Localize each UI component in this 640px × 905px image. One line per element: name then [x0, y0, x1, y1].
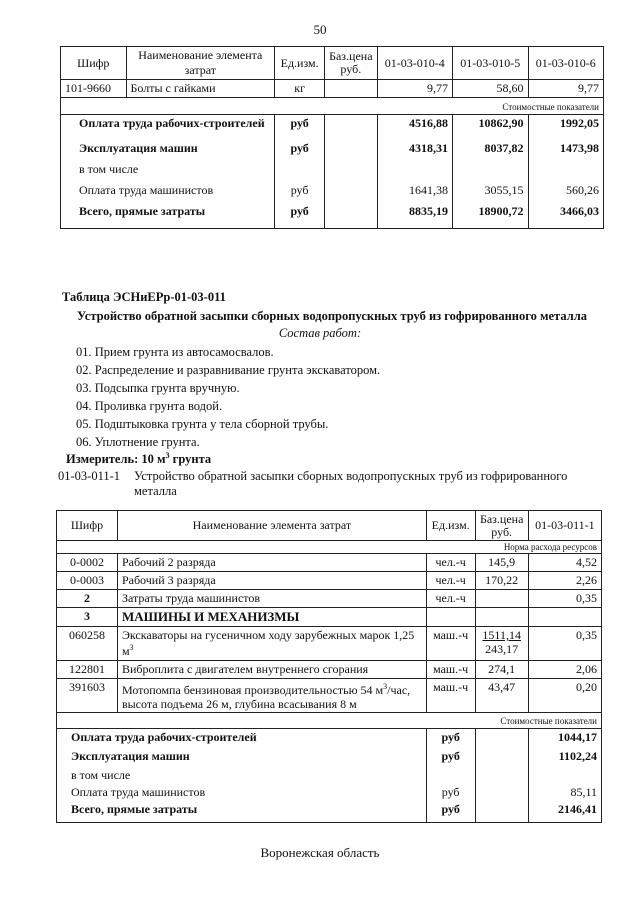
meter-sup: 3 — [165, 451, 170, 460]
total-unit: руб — [426, 784, 475, 801]
meter-text: Измеритель: 10 м — [66, 452, 166, 467]
header-col2: 01-03-010-5 — [452, 47, 528, 80]
section-heading: МАШИНЫ И МЕХАНИЗМЫ — [117, 608, 426, 627]
row-unit: маш.-ч — [426, 679, 475, 713]
cost-label: Стоимостные показатели — [57, 713, 602, 729]
total-v1: 4516,88 — [377, 115, 452, 140]
resource-table-1 — [60, 46, 604, 229]
total-v3: 1992,05 — [528, 115, 603, 140]
total-row — [57, 729, 602, 748]
header-price: Баз.цена руб. — [325, 47, 377, 80]
row-name — [117, 679, 426, 713]
row-price — [475, 627, 528, 661]
total-unit: руб — [426, 729, 475, 748]
table-row — [57, 608, 602, 627]
row-price-bottom: 243,17 — [485, 642, 519, 656]
total-name: Всего, прямые затраты — [57, 801, 427, 823]
total-name: Оплата труда рабочих-строителей — [61, 115, 275, 140]
work-steps — [76, 343, 380, 451]
total-row — [57, 748, 602, 767]
header-code: Шифр — [57, 511, 118, 541]
header-col3: 01-03-010-6 — [528, 47, 603, 80]
row-name-sup: 3 — [129, 643, 134, 652]
total-unit: руб — [275, 140, 325, 161]
total-v2: 8037,82 — [452, 140, 528, 161]
row-code: 3 — [57, 608, 118, 627]
item-desc-line: металла — [134, 484, 177, 498]
row-name-text: Мотопомпа бензиновая производительностью 54 м — [121, 683, 384, 697]
table-row — [61, 80, 604, 98]
row-code: 2 — [57, 590, 118, 608]
row-price: 170,22 — [475, 572, 528, 590]
row-price: 145,9 — [475, 554, 528, 572]
header-col1: 01-03-010-4 — [377, 47, 452, 80]
total-v1: 85,11 — [528, 784, 601, 801]
total-name: Оплата труда рабочих-строителей — [57, 729, 427, 748]
row-name-sup: 3 — [383, 682, 388, 691]
total-v1: 4318,31 — [377, 140, 452, 161]
work-step: 06. Уплотнение грунта. — [76, 435, 200, 449]
row-price — [325, 80, 377, 98]
row-name: Рабочий 2 разряда — [117, 554, 426, 572]
resource-table-2 — [56, 510, 602, 823]
row-v1: 0,20 — [528, 679, 601, 713]
total-name: в том числе — [61, 161, 275, 182]
row-name: Затраты труда машинистов — [117, 590, 426, 608]
total-row — [61, 140, 604, 161]
row-price: 43,47 — [475, 679, 528, 713]
work-step: 05. Подштыковка грунта у тела сборной трубы. — [76, 417, 329, 431]
row-name — [117, 627, 426, 661]
row-name: Виброплита с двигателем внутреннего сгорания — [117, 661, 426, 679]
total-v1: 1044,17 — [528, 729, 601, 748]
row-code: 0-0002 — [57, 554, 118, 572]
row-code: 060258 — [57, 627, 118, 661]
row-code: 101-9660 — [61, 80, 127, 98]
row-unit: кг — [275, 80, 325, 98]
header-col1: 01-03-011-1 — [528, 511, 601, 541]
row-name: Рабочий 3 разряда — [117, 572, 426, 590]
item-code: 01-03-011-1 — [58, 469, 121, 483]
header-code: Шифр — [61, 47, 127, 80]
row-v3: 9,77 — [528, 80, 603, 98]
total-v1: 1641,38 — [377, 182, 452, 203]
total-v3: 1473,98 — [528, 140, 603, 161]
row-price-top: 1511,14 — [482, 628, 521, 642]
table-row — [57, 679, 602, 713]
row-name-text: Экскаваторы на гусеничном ходу зарубежных марок 1,25 м — [121, 628, 415, 658]
total-unit: руб — [275, 203, 325, 229]
row-code: 0-0003 — [57, 572, 118, 590]
total-v2: 10862,90 — [452, 115, 528, 140]
header-unit: Ед.изм. — [426, 511, 475, 541]
row-v1: 9,77 — [377, 80, 452, 98]
table-row — [57, 572, 602, 590]
total-row — [61, 161, 604, 182]
total-name: Эксплуатация машин — [61, 140, 275, 161]
table-row — [57, 590, 602, 608]
row-v1: 2,06 — [528, 661, 601, 679]
total-v1: 1102,24 — [528, 748, 601, 767]
work-step: 01. Прием грунта из автосамосвалов. — [76, 345, 274, 359]
row-price: 274,1 — [475, 661, 528, 679]
total-v1: 8835,19 — [377, 203, 452, 229]
total-v3: 560,26 — [528, 182, 603, 203]
row-price — [475, 590, 528, 608]
meter-tail: грунта — [169, 452, 212, 467]
table-row — [57, 627, 602, 661]
section-title: Устройство обратной засыпки сборных водопропускных труб из гофрированного металла — [76, 309, 587, 323]
table-row — [57, 661, 602, 679]
total-unit: руб — [426, 801, 475, 823]
total-unit: руб — [275, 182, 325, 203]
header-unit: Ед.изм. — [275, 47, 325, 80]
work-step: 03. Подсыпка грунта вручную. — [76, 381, 240, 395]
total-row — [61, 203, 604, 229]
row-unit: маш.-ч — [426, 661, 475, 679]
row-v2: 58,60 — [452, 80, 528, 98]
page-number: 50 — [313, 22, 327, 37]
total-unit: руб — [275, 115, 325, 140]
total-row — [57, 767, 602, 784]
work-step: 04. Проливка грунта водой. — [76, 399, 223, 413]
total-name: Оплата труда машинистов — [57, 784, 427, 801]
row-v1: 0,35 — [528, 627, 601, 661]
work-step: 02. Распределение и разравнивание грунта экскаватором. — [76, 363, 381, 377]
total-name: Оплата труда машинистов — [61, 182, 275, 203]
footer-region: Воронежская область — [260, 845, 380, 860]
row-v1: 2,26 — [528, 572, 601, 590]
meter — [66, 451, 211, 467]
total-v2: 3055,15 — [452, 182, 528, 203]
total-row — [61, 115, 604, 140]
row-name: Болты с гайками — [126, 80, 275, 98]
total-row — [57, 784, 602, 801]
row-v1: 0,35 — [528, 590, 601, 608]
row-unit: чел.-ч — [426, 572, 475, 590]
total-row — [61, 182, 604, 203]
row-code: 122801 — [57, 661, 118, 679]
header-name: Наименование элемента затрат — [117, 511, 426, 541]
composition-label: Состав работ: — [278, 326, 362, 340]
header-price: Баз.цена руб. — [475, 511, 528, 541]
row-v1: 4,52 — [528, 554, 601, 572]
total-v3: 3466,03 — [528, 203, 603, 229]
row-code: 391603 — [57, 679, 118, 713]
total-unit: руб — [426, 748, 475, 767]
total-v1: 2146,41 — [528, 801, 601, 823]
table-row — [57, 554, 602, 572]
item-desc-line: Устройство обратной засыпки сборных водопропускных труб из гофрированного — [134, 469, 568, 483]
total-v2: 18900,72 — [452, 203, 528, 229]
row-unit: чел.-ч — [426, 590, 475, 608]
row-unit: чел.-ч — [426, 554, 475, 572]
row-name-text: /час, высота подъема 26 м, глубина всасывания 8 м — [121, 683, 411, 711]
cost-label: Стоимостные показатели — [61, 98, 604, 115]
total-row — [57, 801, 602, 823]
table-id: Таблица ЭСНиЕРр-01-03-011 — [62, 290, 226, 304]
norm-label: Норма расхода ресурсов — [57, 541, 602, 554]
total-name: в том числе — [57, 767, 427, 784]
header-name: Наименование элемента затрат — [126, 47, 275, 80]
total-name: Эксплуатация машин — [57, 748, 427, 767]
item-description — [134, 469, 567, 499]
total-name: Всего, прямые затраты — [61, 203, 275, 229]
row-unit: маш.-ч — [426, 627, 475, 661]
